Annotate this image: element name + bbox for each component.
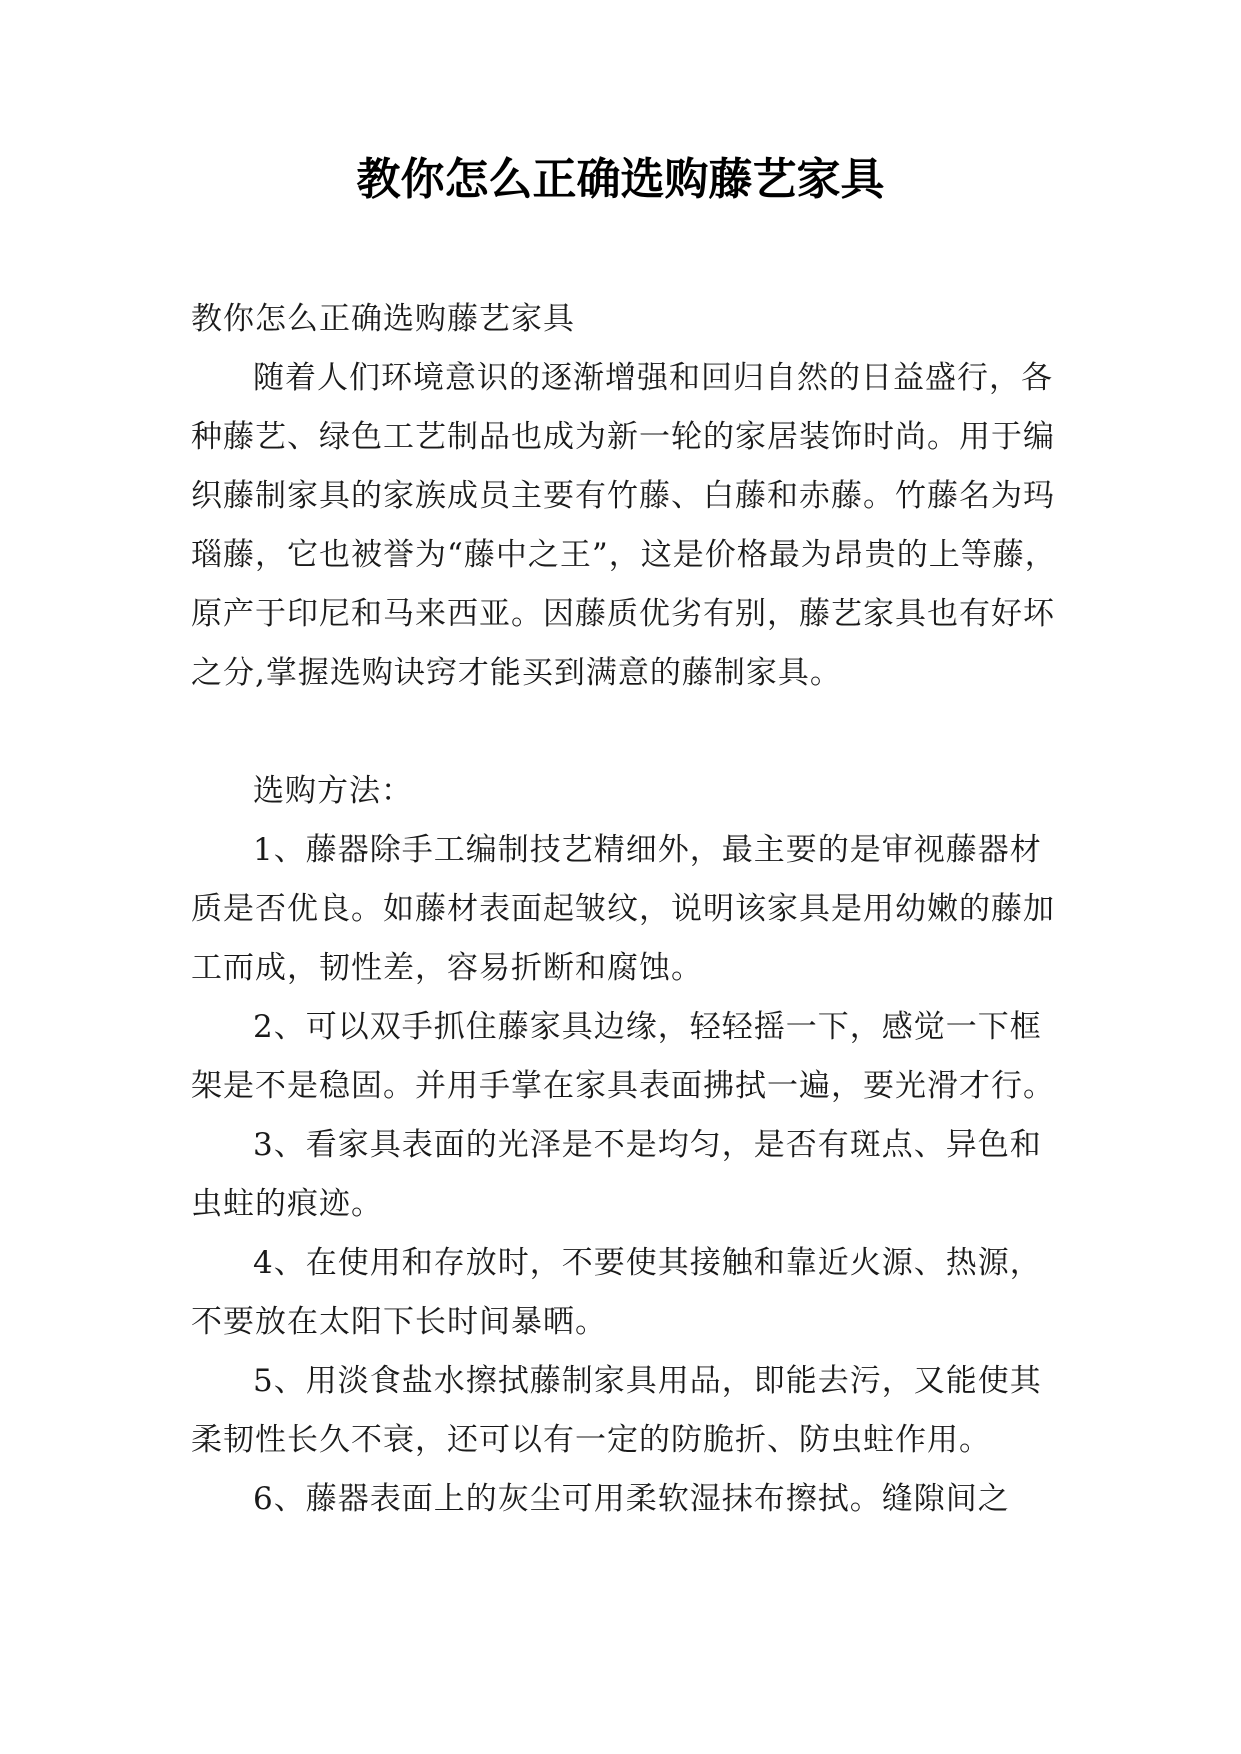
document-subtitle: 教你怎么正确选购藤艺家具 [191,301,575,337]
method-heading: 选购方法： [253,773,413,809]
list-item: 2、可以双手抓住藤家具边缘，轻轻摇一下，感觉一下框架是不是稳固。并用手掌在家具表面拂拭一遍，要光滑才行。 [191,1009,1055,1104]
paragraph-gap [191,703,1071,762]
list-item: 4、在使用和存放时，不要使其接触和靠近火源、热源，不要放在太阳下长时间暴晒。 [191,1245,1042,1340]
list-item: 3、看家具表面的光泽是不是均匀，是否有斑点、异色和虫蛀的痕迹。 [191,1127,1042,1222]
document-body [191,290,1071,1529]
list-item: 1、藤器除手工编制技艺精细外，最主要的是审视藤器材质是否优良。如藤材表面起皱纹，说明该家具是用幼嫩的藤加工而成，韧性差，容易折断和腐蚀。 [191,832,1055,986]
list-item: 5、用淡食盐水擦拭藤制家具用品，即能去污，又能使其柔韧性长久不衰，还可以有一定的防脆折、防虫蛀作用。 [191,1363,1042,1458]
intro-paragraph: 随着人们环境意识的逐渐增强和回归自然的日益盛行，各种藤艺、绿色工艺制品也成为新一轮的家居装饰时尚。用于编织藤制家具的家族成员主要有竹藤、白藤和赤藤。竹藤名为玛瑙藤，它也被誉为“藤中之王”，这是价格最为昂贵的上等藤，原产于印尼和马来西亚。因藤质优劣有别，藤艺家具也有好坏之分,掌握选购诀窍才能买到满意的藤制家具。 [191,360,1057,691]
document-title: 教你怎么正确选购藤艺家具 [356,154,885,205]
list-item: 6、藤器表面上的灰尘可用柔软湿抹布擦拭。缝隙间之 [253,1481,1010,1517]
